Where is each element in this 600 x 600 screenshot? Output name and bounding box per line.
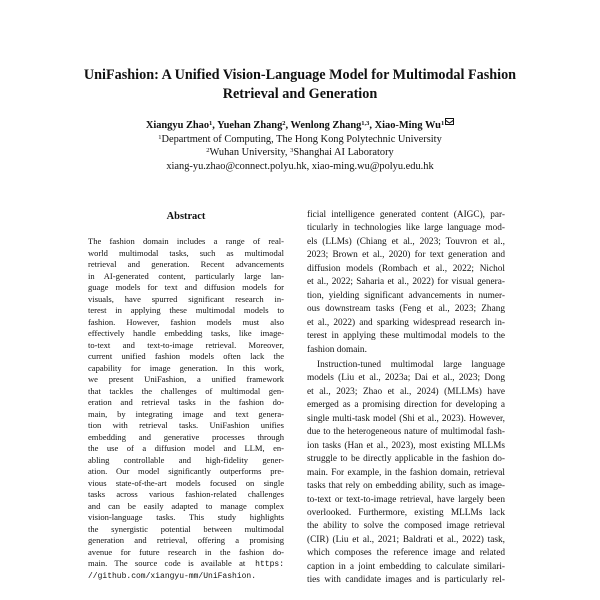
abstract-line: main, by integrating image and text genera- xyxy=(88,408,284,419)
abstract-line: the use of a diffusion model and LLM, en- xyxy=(88,443,284,453)
intro-line: Instruction-tuned multimodal large language xyxy=(317,359,505,370)
intro-line: which composes the reference image and related xyxy=(307,548,505,559)
intro-line: main. For example, in the fashion domain, retrieval xyxy=(307,467,505,478)
intro-line: overlooked. Furthermore, existing MLLMs lack xyxy=(307,507,505,518)
abstract-heading: Abstract xyxy=(166,211,206,222)
intro-line: terest in applying these multimodal models to the xyxy=(307,331,505,342)
affiliation-2-3: $^2$Wuhan University, $^3$Shanghai AI Laboratory xyxy=(206,147,394,159)
abstract-line: fashion. However, fashion models must also xyxy=(88,316,284,327)
author-sup: 1 xyxy=(440,120,445,127)
introduction-column xyxy=(307,209,505,588)
title-line-2: Retrieval and Generation xyxy=(222,86,378,102)
intro-line: ion tasks (Han et al., 2023), most existing MLLMs xyxy=(307,440,505,451)
source-code-link[interactable]: //github.com/xiangyu-mm/UniFashion. xyxy=(88,571,257,581)
abstract-line: tasks across various fashion-related challenges xyxy=(88,489,284,499)
abstract-line: tion with retrieval tasks. UniFashion unifies xyxy=(88,420,284,430)
abstract-line: avenue for future research in the fashion do- xyxy=(88,546,284,557)
author-sup: 2 xyxy=(282,120,286,127)
abstract-line: embedding and generative processes through xyxy=(88,431,284,442)
intro-line: els (LLMs) (Chiang et al., 2023; Touvron et al., xyxy=(307,236,505,247)
abstract-line: generation and retrieval, offering a promising xyxy=(88,535,284,545)
abstract-line: to-text and text-to-image retrieval. Moreover, xyxy=(88,339,284,350)
intro-line: ticularly in technologies like large language mod- xyxy=(307,223,505,234)
abstract-line: terest in applying these multimodal models to xyxy=(88,305,284,315)
abstract-line: vious state-of-the-art models focused on single xyxy=(88,477,284,488)
abstract-line: vision-language tasks. This study highlights xyxy=(88,512,284,522)
author-name: Wenlong Zhang xyxy=(290,120,362,131)
abstract-line: world multimodal tasks, such as multimodal xyxy=(88,247,284,258)
author-names: Xiangyu Zhao$^1$, Yuehan Zhang$^2$, Wenlong Zhang$^{1,3}$, Xiao-Ming Wu$^1$ xyxy=(40,119,560,133)
envelope-icon xyxy=(445,118,454,125)
intro-line: et al., 2022) and sparking widespread research in- xyxy=(307,317,505,328)
intro-line: emerged as a promising direction for developing a xyxy=(307,400,505,411)
intro-line: struggle to be directly applicable in the fashion do- xyxy=(307,454,505,465)
abstract-body xyxy=(88,236,284,582)
intro-line: caption in a joint embedding to calculate similari- xyxy=(307,561,505,572)
abstract-line: in AI-generated content, particularly large lan- xyxy=(88,270,284,281)
intro-line: ous downstream tasks (Feng et al., 2023; Zhang xyxy=(307,304,505,315)
abstract-line: main. The source code is available at https: xyxy=(88,558,284,569)
author-name: Xiao-Ming Wu xyxy=(374,120,441,131)
abstract-line: capability for image generation. In this work, xyxy=(88,362,284,373)
paper-title xyxy=(60,66,540,104)
title-line-1: UniFashion: A Unified Vision-Language Model for Multimodal Fashion xyxy=(83,67,517,83)
abstract-line: we present UniFashion, a unified framework xyxy=(88,374,284,384)
abstract-line: retrieval and generation. Recent advancements xyxy=(88,259,284,269)
abstract-line: guage models for text and diffusion models for xyxy=(88,282,284,292)
abstract-line: and can be easily adapted to manage complex xyxy=(88,500,284,511)
author-name: Xiangyu Zhao xyxy=(145,120,210,131)
abstract-line: that tackles the challenges of multimodal gen- xyxy=(88,385,284,396)
author-sup: 1,3 xyxy=(361,120,370,127)
intro-line: tasks that rely on embedding ability, such as image- xyxy=(307,481,505,492)
abstract-line: current unified fashion models often lack the xyxy=(88,351,284,361)
author-block xyxy=(40,119,560,173)
intro-line: (CIR) (Liu et al., 2021; Baldrati et al., 2022) task, xyxy=(307,534,505,545)
abstract-line: eration and retrieval tasks in the fashion do- xyxy=(88,397,284,407)
abstract-column xyxy=(88,210,284,582)
author-emails: xiang-yu.zhao@connect.polyu.hk, xiao-ming.wu@polyu.edu.hk xyxy=(166,160,434,172)
intro-line: diffusion models (Rombach et al., 2022; Nichol xyxy=(307,263,505,274)
intro-paragraph-2 xyxy=(307,359,505,588)
intro-line: due to the heterogeneous nature of multimodal fash- xyxy=(307,427,505,438)
intro-line: ties with candidate images and is particularly rel- xyxy=(307,575,505,586)
abstract-line: the synergistic potential between multimodal xyxy=(88,523,284,534)
intro-line: the ability to solve the composed image retrieval xyxy=(307,521,505,532)
abstract-line: The fashion domain includes a range of real- xyxy=(88,236,284,246)
intro-line: models (Liu et al., 2023a; Dai et al., 2023; Dong xyxy=(307,373,505,384)
source-url-prefix[interactable]: https: xyxy=(245,560,284,569)
abstract-line: abling controllable and high-fidelity gener- xyxy=(88,454,284,465)
intro-line: single multi-task model (Shi et al., 2023). However, xyxy=(307,413,505,424)
intro-line: et al., 2022; Saharia et al., 2022) for visual genera- xyxy=(307,277,505,288)
intro-line: et al., 2023; Zhao et al., 2024) (MLLMs) have xyxy=(307,386,505,397)
intro-paragraph-1 xyxy=(307,209,505,357)
author-name: Yuehan Zhang xyxy=(217,120,283,131)
intro-line: to-text or text-to-image retrieval, have largely been xyxy=(307,494,505,505)
author-sup: 1 xyxy=(209,120,213,127)
abstract-line: visuals, have spurred significant research in- xyxy=(88,293,284,304)
intro-line: tion, yielding significant advancements in numer- xyxy=(307,290,505,301)
intro-line: ficial intelligence generated content (AIGC), par- xyxy=(307,210,505,220)
intro-line: 2023; Brown et al., 2020) for text generation and xyxy=(307,250,505,261)
affiliation-1: $^1$Department of Computing, The Hong Kong Polytechnic University xyxy=(158,133,442,145)
abstract-line: effectively handle embedding tasks, like image- xyxy=(88,328,284,338)
abstract-line: ation. Our model significantly outperforms pre- xyxy=(88,466,284,476)
intro-line: fashion domain. xyxy=(307,344,367,355)
